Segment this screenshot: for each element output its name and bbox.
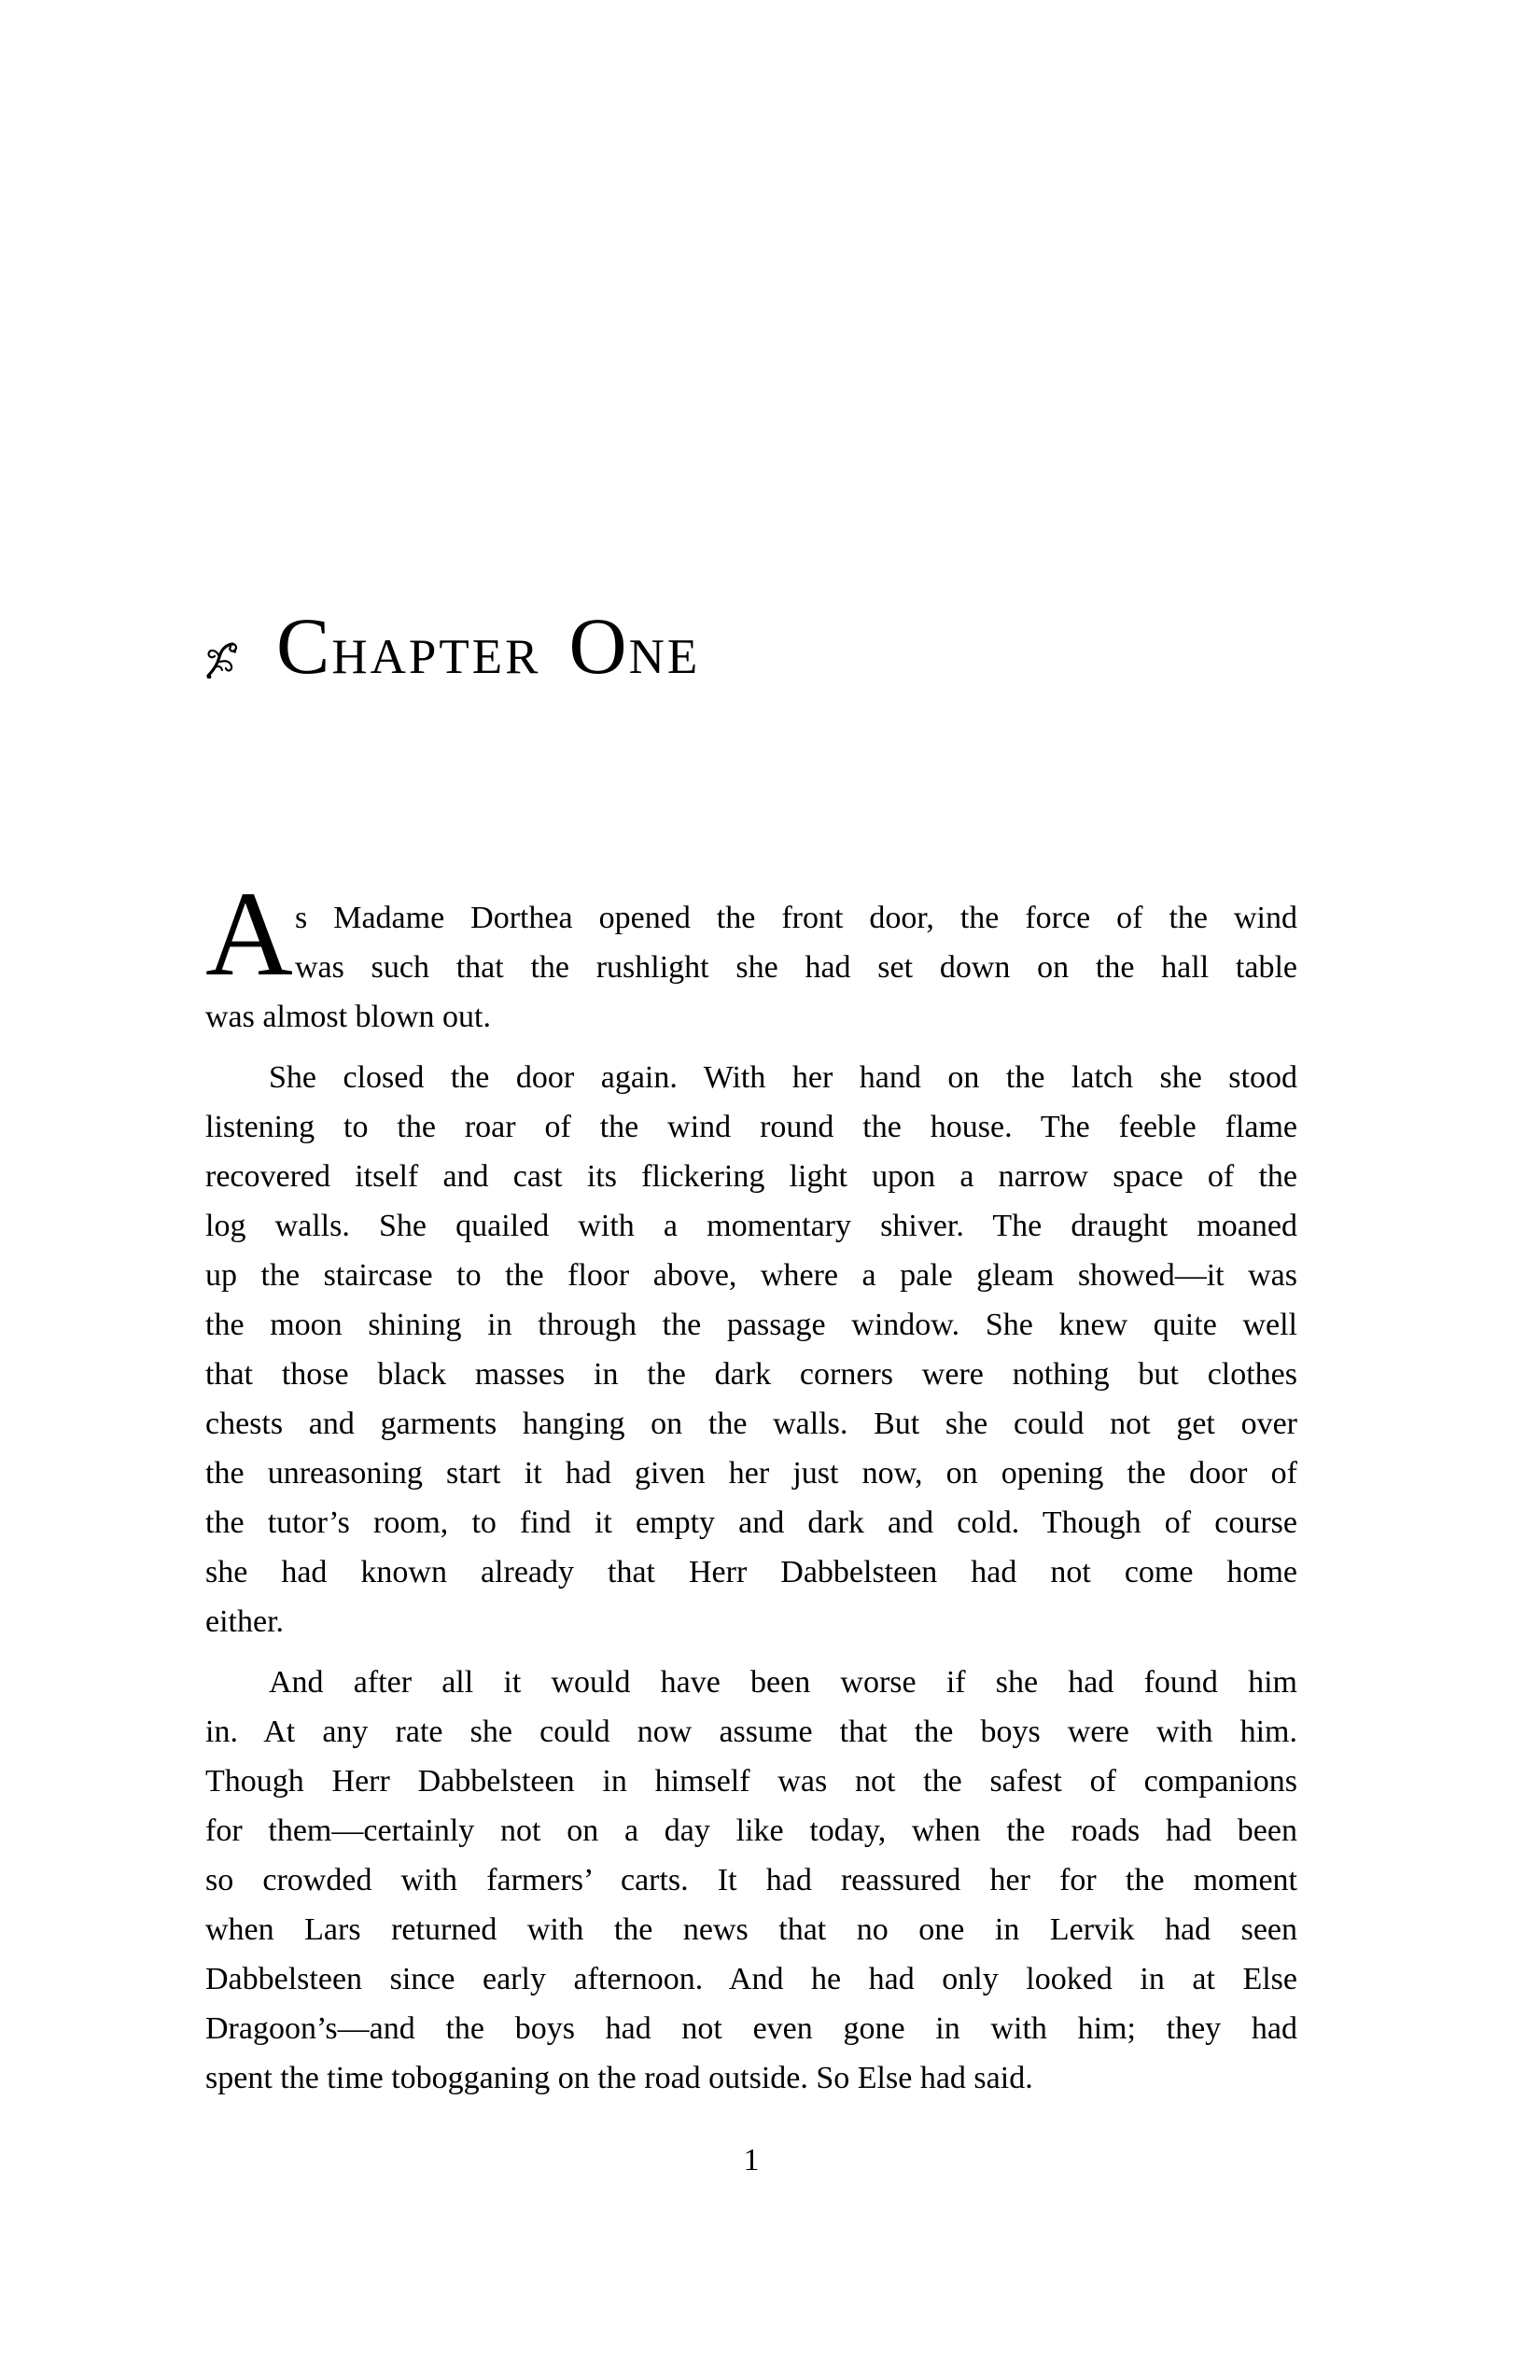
chapter-title-initial: O	[568, 601, 629, 691]
chapter-title	[276, 601, 701, 691]
body-paragraph	[205, 1658, 1297, 2103]
page-number: 1	[743, 2143, 760, 2177]
chapter-title-smallcaps: NE	[628, 630, 701, 684]
text-line: when Lars returned with the news that no one in Lervik had seen	[205, 1912, 1297, 1947]
text-line: recovered itself and cast its flickering light upon a narrow space of the	[205, 1159, 1297, 1194]
fleuron-ornament-icon	[205, 641, 237, 679]
text-line: was almost blown out.	[205, 1000, 491, 1034]
text-line: either.	[205, 1604, 285, 1639]
text-line: Dragoon’s—and the boys had not even gone in with him; they had	[205, 2011, 1297, 2046]
text-line: the unreasoning start it had given her just now, on opening the door of	[205, 1456, 1297, 1491]
body-paragraph	[205, 867, 1297, 1042]
text-line: She closed the door again. With her hand on the latch she stood	[269, 1060, 1297, 1095]
text-line: the tutor’s room, to find it empty and dark and cold. Though of course	[205, 1505, 1297, 1540]
chapter-title-word	[568, 601, 701, 691]
text-line: that those black masses in the dark corners were nothing but clothes	[205, 1357, 1297, 1392]
text-line: Though Herr Dabbelsteen in himself was not the safest of companions	[205, 1764, 1297, 1799]
chapter-heading	[205, 601, 701, 709]
drop-cap: A	[205, 867, 293, 1001]
text-line: in. At any rate she could now assume that the boys were with him.	[205, 1715, 1297, 1749]
text-line: for them—certainly not on a day like today, when the roads had been	[205, 1813, 1297, 1848]
text-line: she had known already that Herr Dabbelsteen had not come home	[205, 1555, 1297, 1589]
text-line: s Madame Dorthea opened the front door, the force of the wind	[295, 901, 1297, 935]
text-line: was such that the rushlight she had set down on the hall table	[295, 950, 1297, 985]
chapter-title-smallcaps: HAPTER	[331, 630, 541, 684]
text-line: so crowded with farmers’ carts. It had reassured her for the moment	[205, 1863, 1297, 1897]
chapter-title-word	[276, 601, 541, 691]
body-paragraph	[205, 1053, 1297, 1646]
text-line: spent the time tobogganing on the road outside. So Else had said.	[205, 2061, 1033, 2095]
text-line: listening to the roar of the wind round the house. The feeble flame	[205, 1110, 1297, 1144]
text-line: up the staircase to the floor above, where a pale gleam showed—it was	[205, 1258, 1297, 1293]
text-line: the moon shining in through the passage window. She knew quite well	[205, 1308, 1297, 1342]
text-line: chests and garments hanging on the walls. But she could not get over	[205, 1407, 1297, 1441]
body-text	[205, 867, 1297, 2103]
text-line: And after all it would have been worse if she had found him	[269, 1665, 1297, 1700]
chapter-title-initial: C	[276, 601, 332, 691]
text-line: log walls. She quailed with a momentary shiver. The draught moaned	[205, 1209, 1297, 1243]
text-line: Dabbelsteen since early afternoon. And he had only looked in at Else	[205, 1962, 1297, 1996]
